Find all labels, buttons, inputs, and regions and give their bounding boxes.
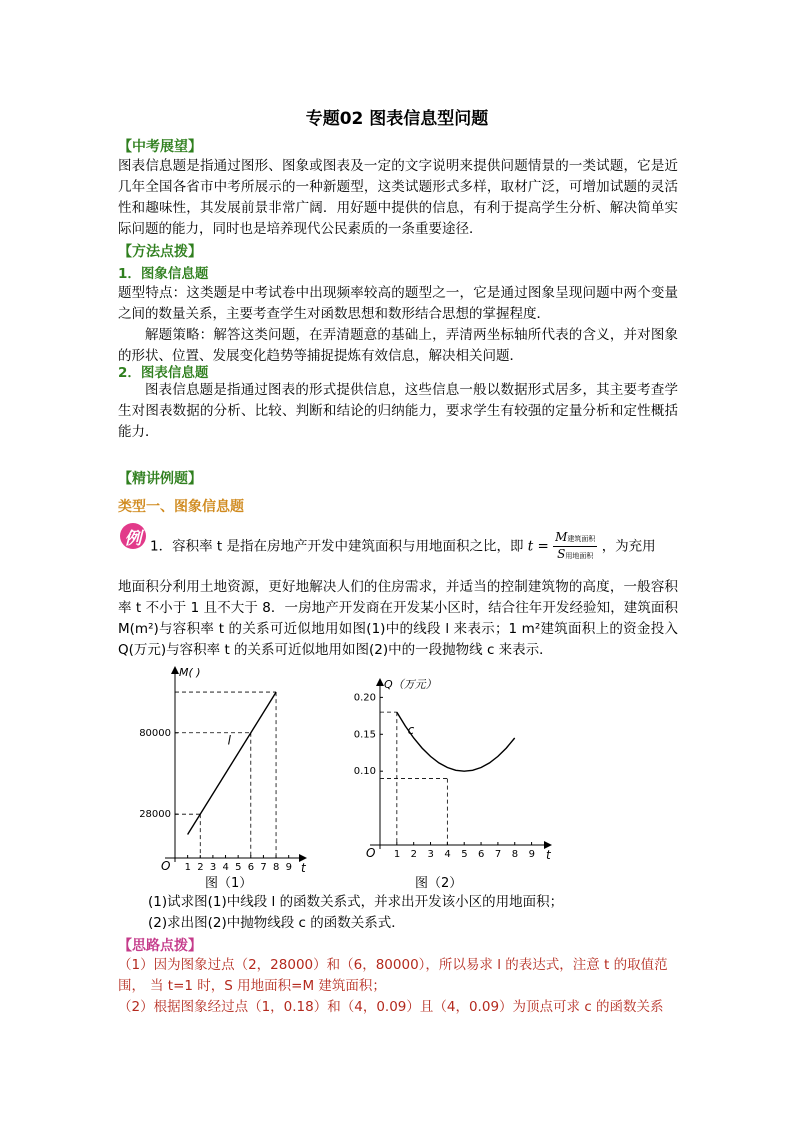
method-item2-p1: 图表信息题是指通过图表的形式提供信息，这些信息一般以数据形式居多，其主要考查学生对图表数据的分析、比较、判断和结论的归纳能力，要求学生有较强的定量分析和定性概括能力．	[118, 382, 678, 440]
method-item1-p2: 解题策略：解答这类问题，在弄清题意的基础上，弄清两坐标轴所代表的含义，并对图象的形状、位置、发展变化趋势等捕捉提炼有效信息，解决相关问题．	[118, 327, 678, 364]
curve-label: l	[227, 733, 231, 748]
x-tick-label: 5	[461, 849, 468, 860]
sub-question-2: (2)求出图(2)中抛物线段 c 的函数关系式．	[148, 915, 405, 931]
formula-num: M	[555, 530, 568, 544]
x-tick-label: 5	[235, 862, 242, 873]
series-curve	[397, 712, 515, 771]
x-axis-label: t	[301, 861, 306, 875]
formula-lhs: t =	[527, 538, 549, 555]
x-tick-label: 2	[410, 849, 418, 860]
series-curve	[188, 692, 277, 834]
x-tick-label: 8	[511, 849, 519, 860]
origin-label: O	[161, 859, 171, 873]
y-tick-label: 80000	[139, 727, 171, 739]
x-tick-label: 4	[444, 849, 451, 860]
type1-heading: 类型一、图象信息题	[118, 499, 244, 515]
x-tick-label: 3	[209, 862, 217, 873]
y-axis-label: M( )	[179, 666, 201, 679]
question1-intro: 1．容积率 t 是指在房地产开发中建筑面积与用地面积之比，即	[150, 538, 524, 555]
question1-intro-end: ，为充用	[601, 538, 656, 555]
origin-label: O	[366, 846, 376, 860]
question1-body: 地面积分利用土地资源，更好地解决人们的住房需求，并适当的控制建筑物的高度，一般容积率 t 不小于 1 且不大于 8．一房地产开发商在开发某小区时，结合往年开发经验知，建筑面积 M(m²)与容积率 t 的关系可近似地用如图(1)中的线段 l 来表示；1 m²建筑面积上的资金投入 Q(万元)与容积率 t 的关系可近似地用如图(2)中的一段抛物线 c 来表示．	[118, 579, 678, 658]
y-axis-label: Q（万元）	[384, 678, 437, 691]
method-heading: 【方法点拨】	[118, 244, 202, 260]
figure-2-caption: 图（2）	[415, 876, 463, 891]
x-tick-label: 2	[197, 862, 204, 873]
x-tick-label: 9	[285, 862, 293, 873]
x-tick-label: 1	[393, 849, 401, 860]
outlook-text: 图表信息题是指通过图形、图象或图表及一定的文字说明来提供问题情景的一类试题，它是近几年全国各省市中考所展示的一种新题型，这类试题形式多样，取材广泛，可增加试题的灵活性和趣味性，其发展前景非常广阔．用好题中提供的信息，有利于提高学生分析、解决简单实际问题的能力，同时也是培养现代公民素质的一条重要途径．	[118, 158, 678, 237]
page-title: 专题02 图表信息型问题	[305, 109, 489, 129]
x-tick-label: 7	[494, 849, 502, 860]
x-axis-label: t	[546, 848, 551, 862]
hint-2: （2）根据图象经过点（1，0.18）和（4，0.09）且（4，0.09）为顶点可求 c 的函数关系	[118, 999, 664, 1015]
x-tick-label: 6	[247, 862, 255, 873]
x-tick-label: 8	[273, 862, 280, 873]
formula-den-sub: 用地面积	[565, 552, 594, 560]
example-badge: 例	[120, 523, 146, 549]
curve-label: c	[407, 722, 415, 737]
hint-1b: 当 t=1 时，S 用地面积=M 建筑面积；	[150, 978, 386, 994]
examples-heading: 【精讲例题】	[118, 471, 202, 487]
x-tick-label: 6	[478, 849, 485, 860]
formula-den: S	[557, 547, 566, 561]
x-tick-label: 9	[528, 849, 535, 860]
formula-fraction	[553, 530, 597, 563]
question1-line1	[150, 530, 680, 563]
y-tick-label: 28000	[139, 809, 171, 821]
hint-1: （1）因为图象过点（2，28000）和（6，80000），所以易求 l 的表达式，注意 t 的取值范围，	[118, 957, 668, 994]
y-tick-label: 0.15	[353, 729, 376, 741]
sub-question-1: (1)试求图(1)中线段 l 的函数关系式，并求出开发该小区的用地面积；	[148, 894, 564, 910]
x-tick-label: 4	[222, 862, 229, 873]
figure-1-caption: 图（1）	[205, 876, 253, 891]
hints-heading: 【思路点拨】	[118, 938, 202, 954]
method-item1-heading: 1．图象信息题	[118, 266, 209, 282]
method-item1-p1: 题型特点：这类题是中考试卷中出现频率较高的题型之一，它是通过图象呈现问题中两个变量之间的数量关系，主要考查学生对函数思想和数形结合思想的掌握程度．	[118, 285, 678, 322]
y-tick-label: 0.10	[353, 766, 376, 778]
x-tick-label: 3	[427, 849, 434, 860]
x-tick-label: 1	[184, 862, 192, 873]
method-item2-heading: 2．图表信息题	[118, 365, 209, 381]
formula-num-sub: 建筑面积	[567, 535, 596, 543]
figure-2-chart	[340, 675, 550, 885]
y-tick-label: 0.20	[353, 692, 376, 704]
figure-1-chart	[139, 662, 315, 892]
outlook-heading: 【中考展望】	[118, 139, 202, 155]
x-tick-label: 7	[260, 862, 267, 873]
